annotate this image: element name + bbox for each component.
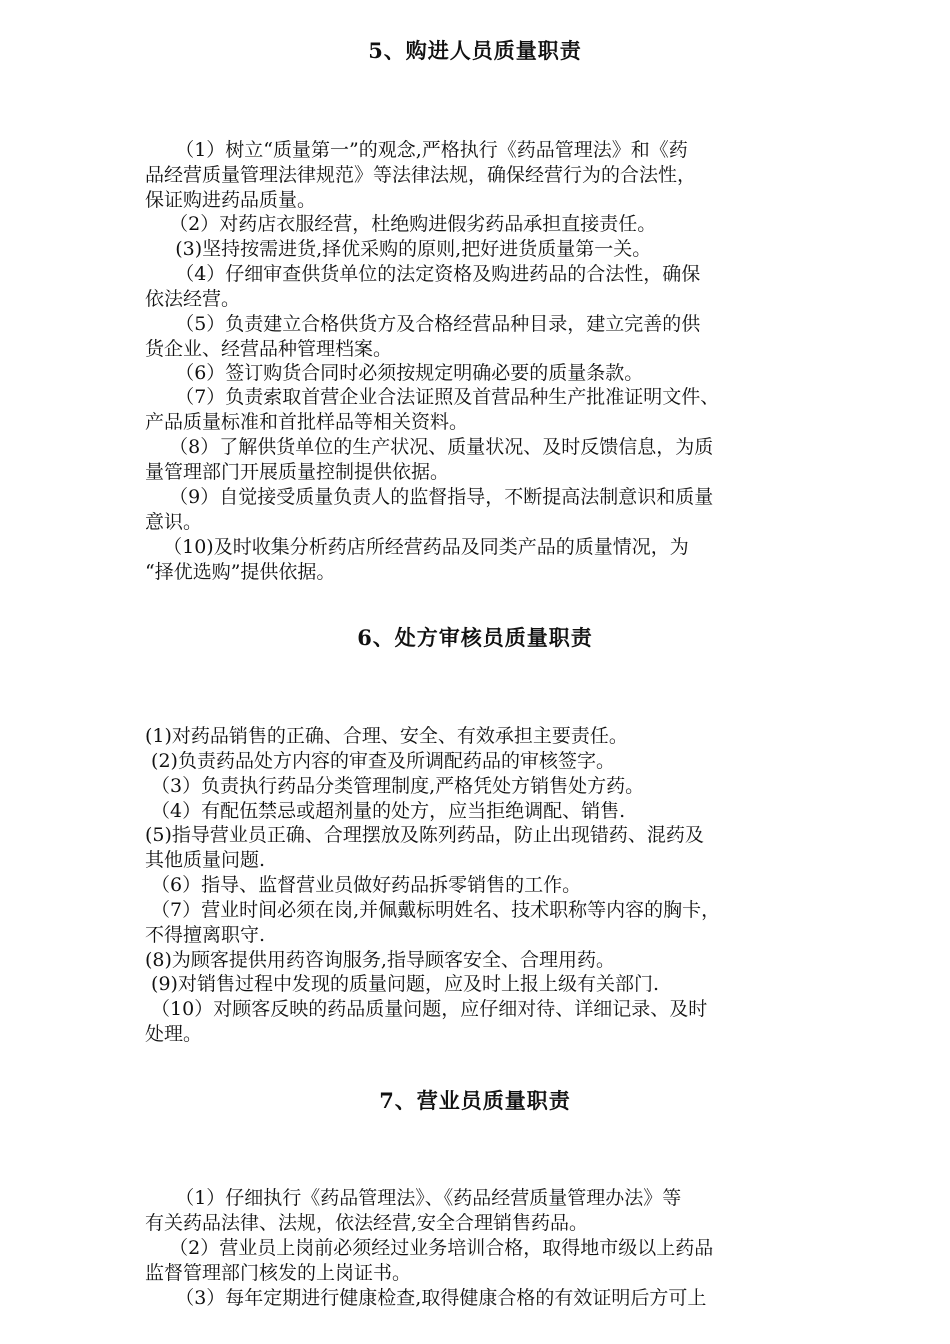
text-line: （2）营业员上岗前必须经过业务培训合格，取得地市级以上药品 bbox=[145, 1237, 714, 1259]
text-line: 品经营质量管理法律规范》等法律法规，确保经营行为的合法性， bbox=[145, 164, 697, 186]
text-line: 处理。 bbox=[145, 1023, 203, 1045]
text-line: 依法经营。 bbox=[145, 288, 241, 310]
text-line: （8）了解供货单位的生产状况、质量状况、及时反馈信息，为质 bbox=[145, 436, 714, 458]
text-line: （10）对顾客反映的药品质量问题，应仔细对待、详细记录、及时 bbox=[145, 998, 708, 1020]
text-line: “择优选购”提供依据。 bbox=[145, 561, 336, 583]
text-line: （7）营业时间必须在岗,并佩戴标明姓名、技术职称等内容的胸卡， bbox=[145, 899, 721, 921]
section-5-item-10 bbox=[145, 535, 825, 585]
text-line: （4）仔细审查供货单位的法定资格及购进药品的合法性，确保 bbox=[145, 263, 701, 285]
section-7-item-1 bbox=[145, 1186, 825, 1236]
text-line: （3）负责执行药品分类管理制度,严格凭处方销售处方药。 bbox=[145, 775, 645, 797]
text-line: (9)对销售过程中发现的质量问题，应及时上报上级有关部门. bbox=[145, 973, 659, 995]
text-line: (3)坚持按需进货,择优采购的原则,把好进货质量第一关。 bbox=[145, 238, 652, 260]
section-5-item-1 bbox=[145, 138, 825, 213]
section-5-title: 5、购进人员质量职责 bbox=[368, 38, 582, 63]
text-line: 保证购进药品质量。 bbox=[145, 189, 317, 211]
section-5-item-3 bbox=[145, 237, 825, 262]
section-6-item-9 bbox=[145, 972, 825, 997]
text-line: （4）有配伍禁忌或超剂量的处方，应当拒绝调配、销售. bbox=[145, 800, 626, 822]
text-line: （1）树立“质量第一”的观念,严格执行《药品管理法》和《药 bbox=[145, 139, 688, 161]
section-6-item-7 bbox=[145, 898, 825, 948]
section-5-item-4 bbox=[145, 262, 825, 312]
section-7-item-3 bbox=[145, 1286, 825, 1311]
section-5-item-6 bbox=[145, 361, 825, 386]
section-6-item-6 bbox=[145, 873, 825, 898]
text-line: 监督管理部门核发的上岗证书。 bbox=[145, 1262, 412, 1284]
text-line: 意识。 bbox=[145, 511, 203, 533]
text-line: （10)及时收集分析药店所经营药品及同类产品的质量情况，为 bbox=[145, 536, 689, 558]
text-line: (2)负责药品处方内容的审查及所调配药品的审核签字。 bbox=[145, 750, 615, 772]
section-6-title: 6、处方审核员质量职责 bbox=[357, 625, 593, 650]
text-line: (1)对药品销售的正确、合理、安全、有效承担主要责任。 bbox=[145, 725, 628, 747]
text-line: （2）对药店衣服经营，杜绝购进假劣药品承担直接责任。 bbox=[145, 213, 657, 235]
section-5-item-9 bbox=[145, 485, 825, 535]
section-6-item-5 bbox=[145, 823, 825, 873]
text-line: 产品质量标准和首批样品等相关资料。 bbox=[145, 411, 469, 433]
text-line: 其他质量问题. bbox=[145, 849, 266, 871]
section-6-item-8 bbox=[145, 948, 825, 973]
text-line: （3）每年定期进行健康检查,取得健康合格的有效证明后方可上 bbox=[145, 1287, 707, 1309]
section-6-item-3 bbox=[145, 774, 825, 799]
text-line: (5)指导营业员正确、合理摆放及陈列药品，防止出现错药、混药及 bbox=[145, 824, 704, 846]
text-line: （7）负责索取首营企业合法证照及首营品种生产批准证明文件、 bbox=[145, 386, 720, 408]
section-5-item-5 bbox=[145, 312, 825, 362]
text-line: (8)为顾客提供用药咨询服务,指导顾客安全、合理用药。 bbox=[145, 949, 615, 971]
section-5-item-2 bbox=[145, 212, 825, 237]
text-line: 量管理部门开展质量控制提供依据。 bbox=[145, 461, 450, 483]
text-line: （9）自觉接受质量负责人的监督指导，不断提高法制意识和质量 bbox=[145, 486, 714, 508]
section-6-item-4 bbox=[145, 799, 825, 824]
text-line: （6）签订购货合同时必须按规定明确必要的质量条款。 bbox=[145, 362, 644, 384]
text-line: （5）负责建立合格供货方及合格经营品种目录，建立完善的供 bbox=[145, 313, 701, 335]
text-line: （6）指导、监督营业员做好药品拆零销售的工作。 bbox=[145, 874, 582, 896]
section-7-item-2 bbox=[145, 1236, 825, 1286]
text-line: 不得擅离职守. bbox=[145, 924, 266, 946]
section-6-item-2 bbox=[145, 749, 825, 774]
text-line: （1）仔细执行《药品管理法》、《药品经营质量管理办法》等 bbox=[145, 1187, 682, 1209]
text-line: 货企业、经营品种管理档案。 bbox=[145, 338, 393, 360]
section-6-item-10 bbox=[145, 997, 825, 1047]
section-5-item-8 bbox=[145, 435, 825, 485]
text-line: 有关药品法律、法规，依法经营,安全合理销售药品。 bbox=[145, 1212, 589, 1234]
section-6-item-1 bbox=[145, 724, 825, 749]
section-7-title: 7、营业员质量职责 bbox=[379, 1088, 571, 1113]
section-5-item-7 bbox=[145, 385, 825, 435]
